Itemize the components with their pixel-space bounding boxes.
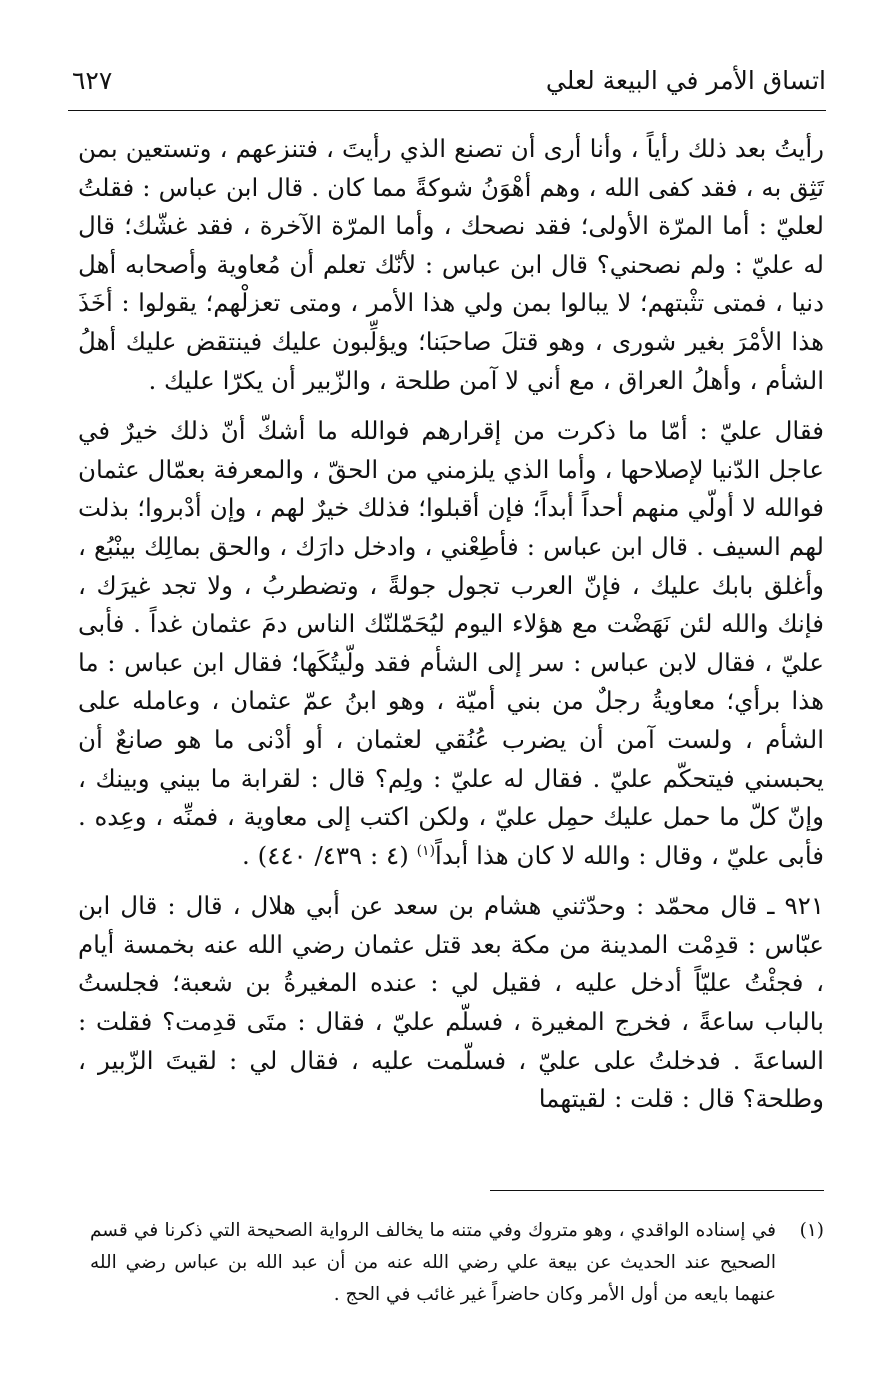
page-number: ٦٢٧ bbox=[72, 66, 113, 95]
footnote-text: في إسناده الواقدي ، وهو متروك وفي متنه ما يخالف الرواية الصحيحة التي ذكرنا في قسم الصحيح عند الحديث عن بيعة علي رضي الله عنه من أن عبد الله بن عباس رضي الله عنهما بايعه من أول الأمر وكان حاضراً غير غائب في الحج . bbox=[90, 1220, 776, 1305]
paragraph-1: رأيتُ بعد ذلك رأياً ، وأنا أرى أن تصنع الذي رأيتَ ، فتنزعهم ، وتستعين بمن تَثِق به ، فقد كفى الله ، وهم أهْوَنُ شوكةً مما كان . قال ابن عباس : فقلتُ لعليّ : أما المرّة الأولى؛ فقد نصحك ، وأما المرّة الآخرة ، فقد غشّك؛ قال له عليّ : ولم نصحني؟ قال ابن عباس : لأنّك تعلم أن مُعاوية وأصحابه أهل دنيا ، فمتى تثْبتهم؛ لا يبالوا بمن ولي هذا الأمر ، ومتى تعزلْهم؛ يقولوا : أخَذَ هذا الأمْرَ بغير شورى ، وهو قتلَ صاحبَنا؛ ويؤلِّبون عليك فينتقض عليك أهلُ الشأم ، وأهلُ العراق ، مع أني لا آمن طلحة ، والزّبير أن يكرّا عليك . bbox=[78, 134, 824, 395]
main-text bbox=[78, 130, 824, 1119]
running-title: اتساق الأمر في البيعة لعلي bbox=[545, 66, 826, 95]
header-divider bbox=[68, 110, 826, 111]
footnote bbox=[90, 1215, 824, 1311]
running-header bbox=[68, 62, 826, 106]
paragraph-2-text: فقال عليّ : أمّا ما ذكرت من إقرارهم فوالله ما أشكّ أنّ ذلك خيرٌ في عاجل الدّنيا لإصلاحها ، وأما الذي يلزمني من الحقّ ، والمعرفة بعمّال عثمان فوالله لا أولّي منهم أحداً أبداً؛ فإن أقبلوا؛ فذلك خيرٌ لهم ، وإن أدْبروا؛ بذلت لهم السيف . قال ابن عباس : فأطِعْني ، وادخل دارَك ، والحق بمالِك بينْبُع ، وأغلق بابك عليك ، فإنّ العرب تجول جولةً ، وتضطربُ ، ولا تجد غيرَك ، فإنك والله لئن نَهَضْت مع هؤلاء اليوم ليُحَمّلنّك الناس دمَ عثمان غداً . فأبى عليّ ، فقال لابن عباس : سر إلى الشأم فقد ولّيتُكَها؛ فقال ابن عباس : ما هذا برأي؛ معاويةُ رجلٌ من بني أميّة ، وهو ابنُ عمّ عثمان ، وعامله على الشأم ، ولست آمن أن يضرب عُنُقي لعثمان ، أو أدْنى ما هو صانعٌ أن يحبسني فيتحكّم عليّ . فقال له عليّ : ولِم؟ قال : لقرابة ما بيني وبينك ، وإنّ كلّ ما حمل عليك حمِل عليّ ، ولكن اكتب إلى معاوية ، فمنِّه ، وعِده . فأبى عليّ ، وقال : والله لا كان هذا أبداً bbox=[78, 416, 824, 870]
footnote-marker: (١) bbox=[799, 1220, 824, 1241]
paragraph-3: ٩٢١ ـ قال محمّد : وحدّثني هشام بن سعد عن أبي هلال ، قال : قال ابن عبّاس : قدِمْت المدينة من مكة بعد قتل عثمان رضي الله عنه بخمسة أيام ، فجئْتُ عليّاً أدخل عليه ، فقيل لي : عنده المغيرةُ بن شعبة؛ فجلستُ بالباب ساعةً ، فخرج المغيرة ، فسلّم عليّ ، فقال : متَى قدِمت؟ فقلت : الساعةَ . فدخلتُ على عليّ ، فسلّمت عليه ، فقال لي : لقيتَ الزّبير ، وطلحة؟ قال : قلت : لقيتهما bbox=[78, 891, 824, 1114]
footnote-reference: (١) bbox=[416, 842, 436, 859]
source-citation: (٤ : ٤٣٩/ ٤٤٠) . bbox=[242, 840, 417, 870]
footnote-divider bbox=[490, 1190, 824, 1191]
paragraph-2 bbox=[78, 412, 824, 875]
